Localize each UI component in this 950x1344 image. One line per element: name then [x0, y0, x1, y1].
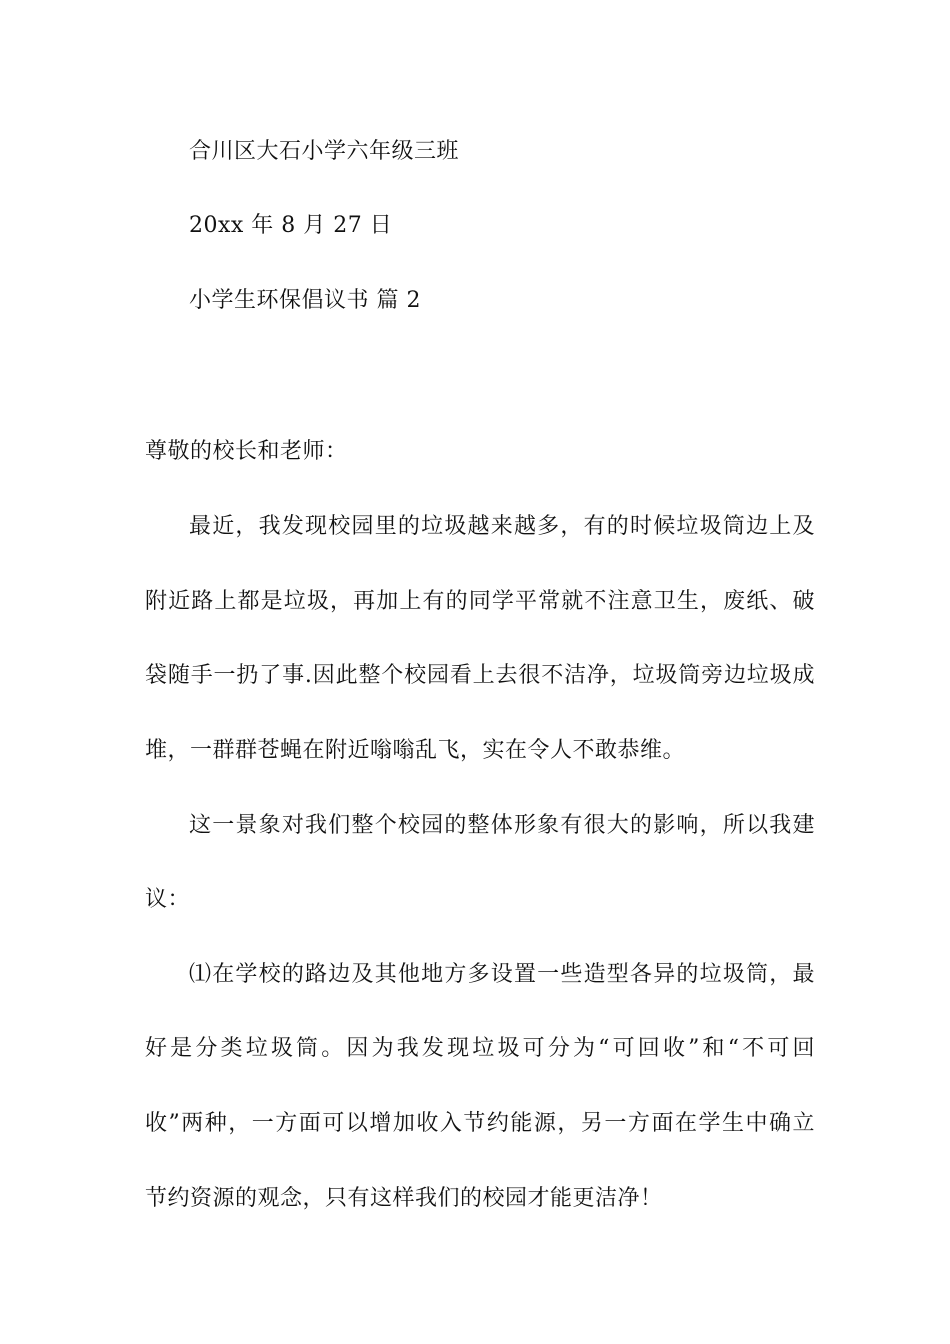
paragraph-line: 好是分类垃圾筒。因为我发现垃圾可分为“可回收”和“不可回	[145, 1036, 815, 1061]
paragraph-line: 最近，我发现校园里的垃圾越来越多，有的时候垃圾筒边上及	[189, 514, 815, 539]
section-title: 小学生环保倡议书 篇 2	[189, 288, 421, 313]
salutation: 尊敬的校长和老师：	[145, 439, 348, 464]
paragraph-line: 议：	[145, 887, 191, 912]
paragraph-line: 袋随手一扔了事.因此整个校园看上去很不洁净，垃圾筒旁边垃圾成	[145, 663, 815, 688]
paragraph-line: 附近路上都是垃圾，再加上有的同学平常就不注意卫生，废纸、破	[145, 589, 815, 614]
paragraph-line: 堆，一群群苍蝇在附近嗡嗡乱飞，实在令人不敢恭维。	[145, 738, 686, 763]
paragraph-line: 收”两种，一方面可以增加收入节约能源，另一方面在学生中确立	[145, 1111, 815, 1136]
paragraph-line: 这一景象对我们整个校园的整体形象有很大的影响，所以我建	[189, 813, 815, 838]
paragraph-line: 节约资源的观念，只有这样我们的校园才能更洁净！	[145, 1186, 663, 1211]
paragraph-line: ⑴在学校的路边及其他地方多设置一些造型各异的垃圾筒，最	[189, 962, 815, 987]
date-line: 20xx 年 8 月 27 日	[189, 213, 393, 238]
org-line: 合川区大石小学六年级三班	[189, 139, 460, 164]
